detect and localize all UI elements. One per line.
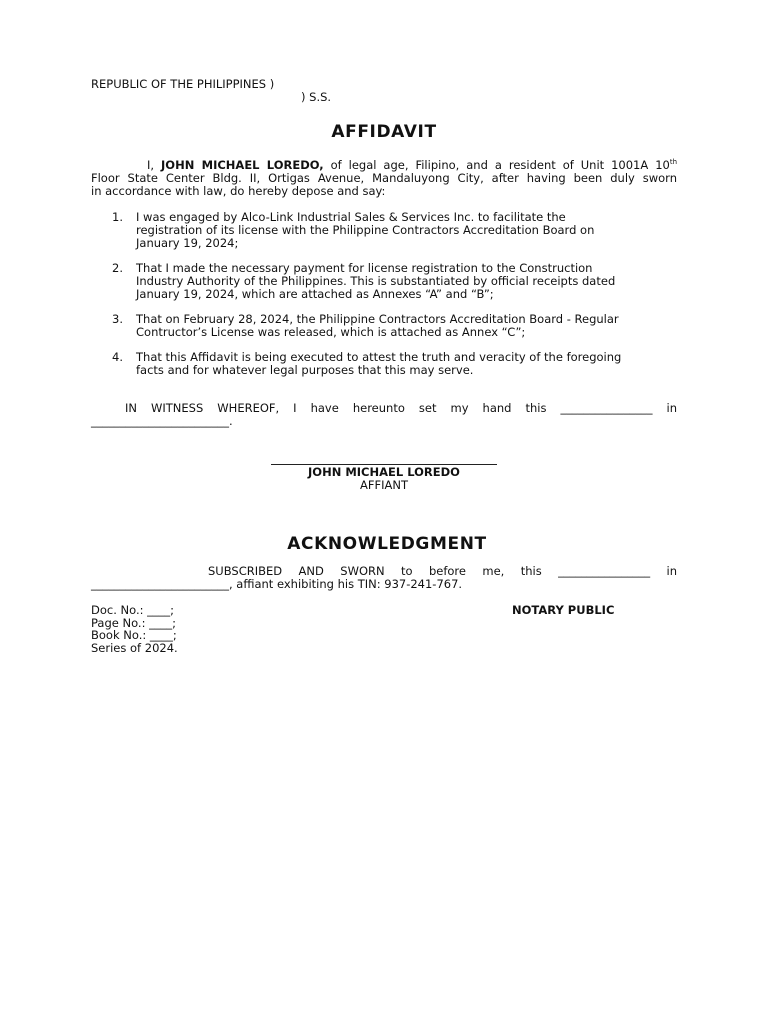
intro-prefix: I,: [147, 158, 155, 172]
intro-line-2: Floor State Center Bldg. II, Ortigas Avenue, Mandaluyong City, after having been duly sworn: [91, 171, 677, 185]
notary-public-label: NOTARY PUBLIC: [512, 603, 615, 617]
intro-line-3: in accordance with law, do hereby depose and say:: [91, 184, 386, 198]
list-item-number: 2.: [112, 261, 123, 275]
venue-line-2: ) S.S.: [301, 90, 332, 104]
list-item-line: I was engaged by Alco-Link Industrial Sales & Services Inc. to facilitate the: [136, 210, 566, 224]
ordinal-suffix: th: [669, 158, 678, 167]
list-item-number: 4.: [112, 350, 123, 364]
book-number: Book No.: ____;: [91, 628, 177, 642]
list-item-line: Contructor’s License was released, which is attached as Annex “C”;: [136, 324, 526, 339]
list-item-line: That on February 28, 2024, the Philippine Contractors Accreditation Board - Regular: [136, 312, 619, 326]
series-year: Series of 2024.: [91, 641, 178, 655]
acknowledgment-line-2: ________________________, affiant exhibiting his TIN: 937-241-767.: [91, 577, 463, 591]
intro-line-1-rest: of legal age, Filipino, and a resident of Unit 1001A 10: [330, 158, 670, 172]
intro-line-1: [147, 159, 677, 172]
list-item-line: That this Affidavit is being executed to attest the truth and veracity of the foregoing: [136, 350, 622, 364]
affidavit-title: AFFIDAVIT: [331, 122, 437, 142]
affiant-signature-name: JOHN MICHAEL LOREDO: [308, 465, 460, 479]
list-item-number: 3.: [112, 312, 123, 326]
witness-clause-line-1: IN WITNESS WHEREOF, I have hereunto set my hand this ________________ in: [125, 401, 677, 415]
list-item-line: That I made the necessary payment for license registration to the Construction: [136, 261, 593, 275]
list-item-line: January 19, 2024;: [136, 235, 239, 250]
list-item: [91, 351, 677, 379]
list-item-line: January 19, 2024, which are attached as Annexes “A” and “B”;: [136, 286, 494, 301]
list-item: [91, 211, 677, 251]
doc-number: Doc. No.: ____;: [91, 603, 175, 617]
witness-clause-line-2: ________________________.: [91, 414, 233, 428]
list-item: [91, 262, 677, 302]
affiant-role: AFFIANT: [360, 478, 408, 492]
list-item-line: Industry Authority of the Philippines. This is substantiated by official receipts dated: [136, 273, 616, 288]
acknowledgment-title: ACKNOWLEDGMENT: [287, 534, 487, 554]
venue-line-1: REPUBLIC OF THE PHILIPPINES ): [91, 77, 275, 91]
list-item: [91, 313, 677, 341]
page-number: Page No.: ____;: [91, 616, 176, 630]
acknowledgment-line-1: SUBSCRIBED AND SWORN to before me, this ________________ in: [208, 564, 677, 578]
affiant-name-inline: JOHN MICHAEL LOREDO,: [161, 158, 324, 172]
list-item-number: 1.: [112, 210, 123, 224]
list-item-line: facts and for whatever legal purposes that this may serve.: [136, 362, 474, 377]
list-item-line: registration of its license with the Philippine Contractors Accreditation Board on: [136, 222, 595, 237]
